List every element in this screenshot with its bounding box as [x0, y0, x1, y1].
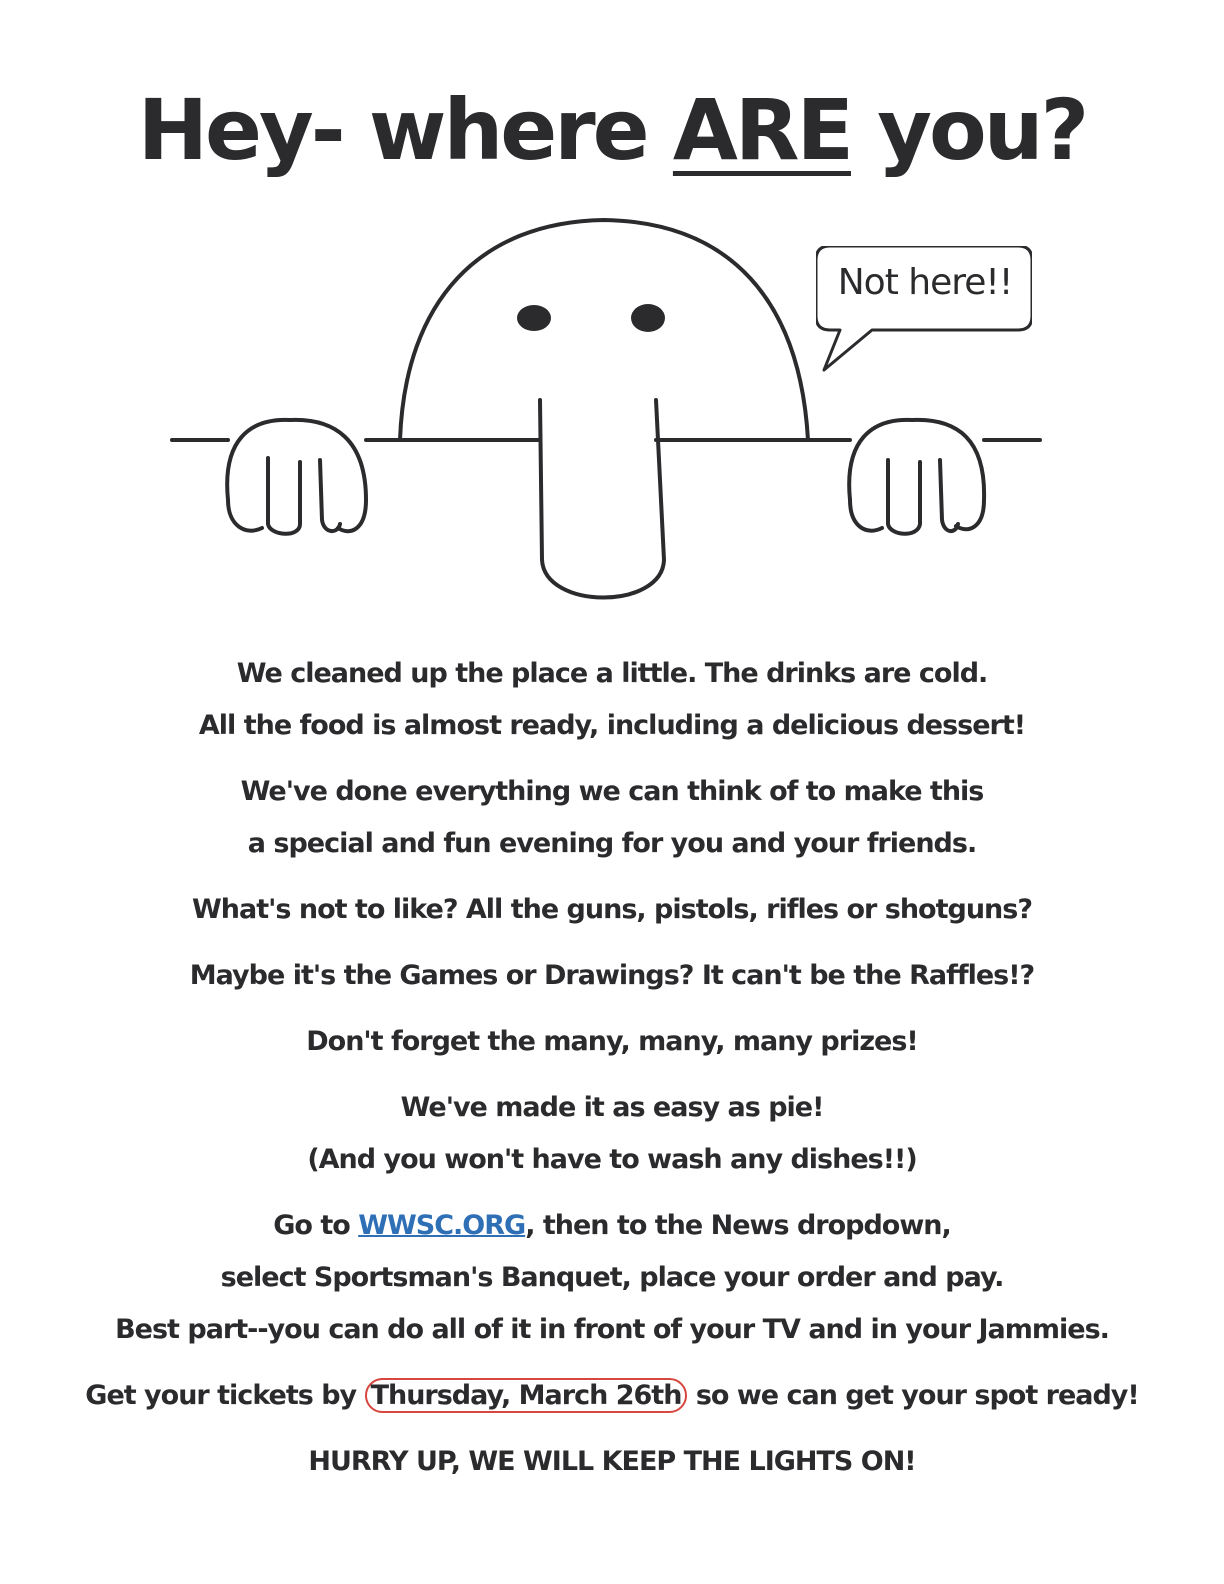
deadline-date-circled: Thursday, March 26th — [365, 1378, 688, 1413]
title-emphasis: ARE — [672, 81, 851, 179]
paragraph-games — [0, 950, 1224, 1002]
paragraph-prizes — [0, 1016, 1224, 1068]
title-part2: you? — [877, 81, 1087, 179]
paragraph-effort — [0, 766, 1224, 870]
text-line: a special and fun evening for you and your friends. — [247, 828, 977, 859]
text-line — [0, 1370, 1224, 1422]
text-line: We've made it as easy as pie! — [400, 1092, 824, 1123]
go-to-text: Go to — [273, 1210, 359, 1241]
title-part1: Hey- where — [137, 81, 647, 179]
deadline-before: Get your tickets by — [85, 1380, 365, 1411]
paragraph-instructions — [0, 1200, 1224, 1356]
deadline-after: so we can get your spot ready! — [687, 1380, 1139, 1411]
paragraph-guns — [0, 884, 1224, 936]
after-link-text: , then to the News dropdown, — [525, 1210, 951, 1241]
paragraph-intro — [0, 648, 1224, 752]
speech-bubble-text: Not here!! — [837, 262, 1013, 303]
flyer-body — [0, 648, 1224, 1502]
page-title — [0, 81, 1224, 179]
website-link[interactable]: WWSC.ORG — [358, 1210, 526, 1241]
text-line: Maybe it's the Games or Drawings? It can't be the Raffles!? — [189, 960, 1035, 991]
text-line: Don't forget the many, many, many prizes! — [306, 1026, 918, 1057]
paragraph-deadline — [0, 1370, 1224, 1422]
text-line: We've done everything we can think of to make this — [240, 776, 984, 807]
paragraph-closing — [0, 1436, 1224, 1488]
text-line: Best part--you can do all of it in front of your TV and in your Jammies. — [115, 1314, 1109, 1345]
text-line: We cleaned up the place a little. The drinks are cold. — [236, 658, 988, 689]
text-line: All the food is almost ready, including a delicious dessert! — [198, 710, 1026, 741]
text-line: What's not to like? All the guns, pistols, rifles or shotguns? — [191, 894, 1033, 925]
text-line: (And you won't have to wash any dishes!!) — [307, 1144, 917, 1175]
paragraph-easy — [0, 1082, 1224, 1186]
closing-text: HURRY UP, WE WILL KEEP THE LIGHTS ON! — [308, 1446, 916, 1477]
text-line: select Sportsman's Banquet, place your order and pay. — [220, 1262, 1004, 1293]
text-line — [0, 1200, 1224, 1252]
